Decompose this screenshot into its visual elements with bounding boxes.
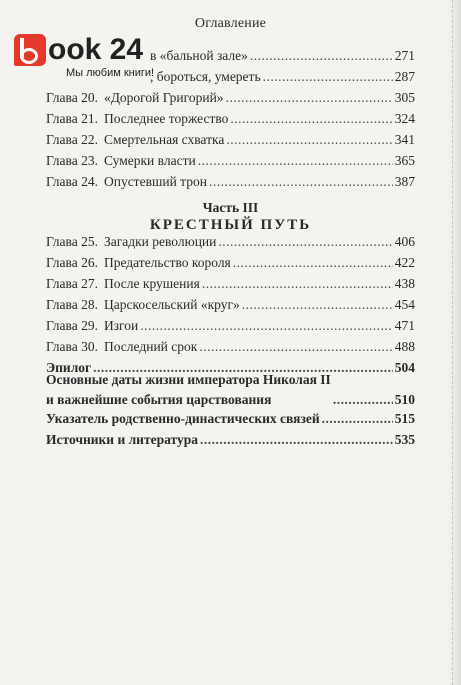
running-title: Оглавление xyxy=(194,16,267,31)
logo-text: ook 24 xyxy=(48,33,144,66)
toc-entry-number: Глава 27. xyxy=(46,276,98,291)
leader-dots xyxy=(198,151,393,171)
toc-entry[interactable] xyxy=(46,274,415,294)
logo-b-icon xyxy=(14,34,46,66)
toc-entry-title: Царскосельский «круг» xyxy=(103,297,240,312)
toc-entry-title: После крушения xyxy=(103,276,200,291)
toc-entry-number: Глава 30. xyxy=(46,339,98,354)
toc-entry-page: 406 xyxy=(394,234,415,249)
toc-entry-page: 504 xyxy=(394,360,415,375)
toc-entry-page: 422 xyxy=(394,255,415,270)
toc-entry-number: Глава 20. xyxy=(46,90,98,105)
logo-tagline: Мы любим книги! xyxy=(66,67,155,79)
toc-entry[interactable] xyxy=(46,109,415,129)
toc-entry[interactable] xyxy=(46,88,415,108)
toc-entry-sources[interactable] xyxy=(46,430,415,450)
toc-entry[interactable] xyxy=(46,253,415,273)
toc-entry-page: 365 xyxy=(394,153,415,168)
toc-entry-page: 305 xyxy=(394,90,415,105)
toc-entry-title-line1: Основные даты жизни императора Николая II xyxy=(46,372,331,387)
part-title: КРЕСТНЫЙ ПУТЬ xyxy=(149,217,312,233)
leader-dots xyxy=(233,253,393,273)
toc-entry-page: 535 xyxy=(394,432,415,447)
leader-dots xyxy=(140,316,393,336)
toc-entry-page: 515 xyxy=(394,411,415,426)
leader-dots xyxy=(218,232,392,252)
toc-entry-title: Предательство короля xyxy=(103,255,231,270)
toc-entry-page: 271 xyxy=(394,48,415,63)
leader-dots xyxy=(230,109,392,129)
leader-dots xyxy=(200,430,393,450)
leader-dots xyxy=(226,88,393,108)
toc-entry-number: Глава 22. xyxy=(46,132,98,147)
toc-entry[interactable] xyxy=(46,295,415,315)
toc-entry-number: Глава 24. xyxy=(46,174,98,189)
toc-entry[interactable] xyxy=(46,232,415,252)
toc-entry-page: 510 xyxy=(394,392,415,407)
toc-entry-title: Источники и литература xyxy=(46,432,198,447)
toc-entry-title: Загадки революции xyxy=(103,234,217,249)
toc-entry-title: Эпилог xyxy=(46,360,92,375)
toc-entry-number: Глава 23. xyxy=(46,153,98,168)
leader-dots xyxy=(202,274,393,294)
toc-entry-title: , бороться, умереть xyxy=(150,69,261,84)
toc-entry[interactable] xyxy=(46,130,415,150)
toc-entry-title: «Дорогой Григорий» xyxy=(103,90,224,105)
toc-entry-title xyxy=(46,370,331,410)
part-label: Часть III xyxy=(202,200,259,215)
page-edge xyxy=(447,0,461,685)
toc-entry-index[interactable] xyxy=(46,409,415,429)
toc-entry-title-line2: и важнейшие события царствования xyxy=(46,392,272,407)
toc-entry-page: 387 xyxy=(394,174,415,189)
toc-entry-page: 471 xyxy=(394,318,415,333)
toc-entry-page: 324 xyxy=(394,111,415,126)
toc-entry-page: 438 xyxy=(394,276,415,291)
leader-dots xyxy=(250,46,393,66)
toc-entry-title: Последнее торжество xyxy=(103,111,229,126)
leader-dots xyxy=(322,409,393,429)
toc-entry-title: Изгои xyxy=(103,318,139,333)
toc-entry[interactable] xyxy=(46,67,415,87)
toc-entry-number: Глава 26. xyxy=(46,255,98,270)
toc-entry-page: 341 xyxy=(394,132,415,147)
leader-dots xyxy=(209,172,393,192)
toc-entry-title: Смертельная схватка xyxy=(103,132,225,147)
toc-entry[interactable] xyxy=(46,337,415,357)
toc-entry-page: 488 xyxy=(394,339,415,354)
leader-dots xyxy=(242,295,393,315)
toc-entry-title: Опустевший трон xyxy=(103,174,207,189)
leader-dots xyxy=(333,390,393,410)
leader-dots xyxy=(199,337,392,357)
toc-entry[interactable] xyxy=(46,172,415,192)
toc-entry-title: Указатель родственно-династических связей xyxy=(46,411,320,426)
toc-entry-dates[interactable] xyxy=(46,370,415,410)
leader-dots xyxy=(226,130,392,150)
toc-entry-page: 454 xyxy=(394,297,415,312)
toc-entry-title: Сумерки власти xyxy=(103,153,196,168)
toc-entry-number: Глава 25. xyxy=(46,234,98,249)
toc-entry[interactable] xyxy=(46,316,415,336)
toc-entry-number: Глава 21. xyxy=(46,111,98,126)
toc-entry-title: в «бальной зале» xyxy=(150,48,248,63)
toc-entry-title: Последний срок xyxy=(103,339,198,354)
leader-dots xyxy=(263,67,393,87)
toc-entry-page: 287 xyxy=(394,69,415,84)
toc-entry[interactable] xyxy=(46,151,415,171)
toc-entry-number: Глава 29. xyxy=(46,318,98,333)
toc-entry[interactable] xyxy=(46,46,415,66)
toc-entry-number: Глава 28. xyxy=(46,297,98,312)
